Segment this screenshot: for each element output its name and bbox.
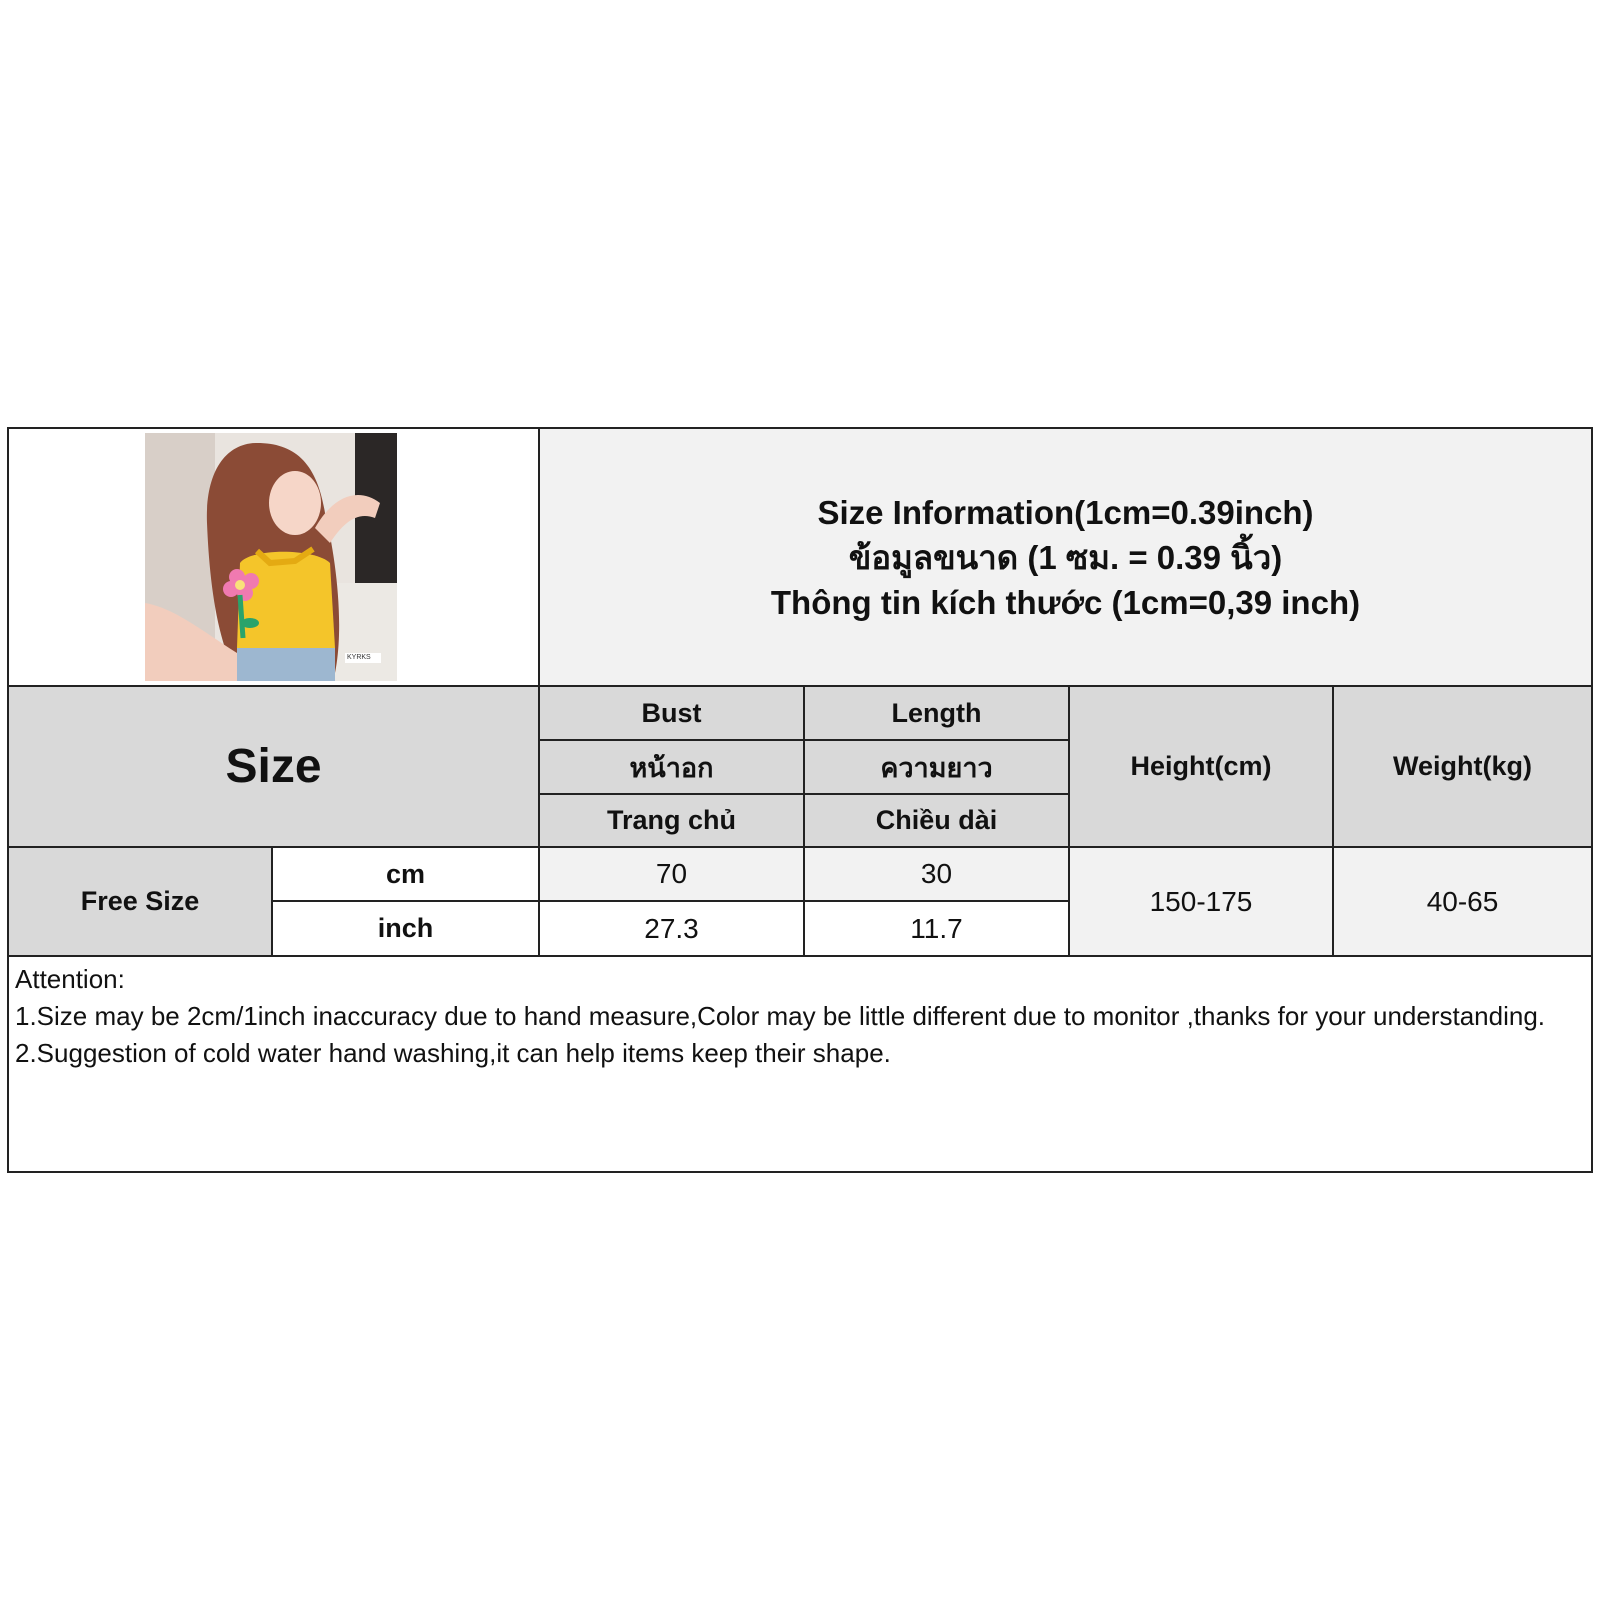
length-inch-value: 11.7 [805, 902, 1068, 955]
bust-header-th: หน้าอก [540, 741, 803, 793]
grid-line [1068, 687, 1070, 955]
photo-tag: KYRKS [347, 654, 371, 661]
title-vietnamese: Thông tin kích thước (1cm=0,39 inch) [770, 583, 1361, 621]
length-header-th: ความยาว [805, 741, 1068, 793]
attention-note-1: 1.Size may be 2cm/1inch inaccuracy due to hand measure,Color may be little different due to monitor ,thanks for your understanding. [15, 1001, 1546, 1031]
bust-inch-value: 27.3 [540, 902, 803, 955]
length-cm-value: 30 [805, 848, 1068, 900]
size-chart-table [7, 427, 1593, 1173]
weight-value: 40-65 [1334, 848, 1591, 955]
attention-heading: Attention: [15, 964, 125, 994]
unit-cm: cm [273, 848, 538, 900]
title-english: Size Information(1cm=0.39inch) [817, 493, 1314, 531]
length-header-vi: Chiều dài [805, 795, 1068, 846]
bust-cm-value: 70 [540, 848, 803, 900]
free-size-label: Free Size [9, 848, 271, 955]
grid-line [9, 846, 1591, 848]
unit-inch: inch [273, 902, 538, 955]
grid-line [1332, 687, 1334, 955]
model-photo-illustration [145, 433, 397, 681]
grid-line [9, 685, 1591, 687]
length-header-en: Length [805, 687, 1068, 739]
title-thai: ข้อมูลขนาด (1 ซม. = 0.39 นิ้ว) [848, 538, 1283, 576]
weight-header: Weight(kg) [1334, 687, 1591, 846]
attention-notes [15, 961, 1575, 1072]
bust-header-vi: Trang chủ [540, 795, 803, 846]
size-header: Size [9, 687, 538, 846]
size-information-title [540, 429, 1591, 685]
grid-line [271, 848, 273, 955]
attention-note-2: 2.Suggestion of cold water hand washing,it can help items keep their shape. [15, 1038, 891, 1068]
grid-line [538, 429, 540, 955]
grid-line [9, 955, 1591, 957]
product-photo [145, 433, 397, 681]
bust-header-en: Bust [540, 687, 803, 739]
height-value: 150-175 [1070, 848, 1332, 955]
grid-line [273, 900, 1068, 902]
height-header: Height(cm) [1070, 687, 1332, 846]
grid-line [803, 687, 805, 955]
